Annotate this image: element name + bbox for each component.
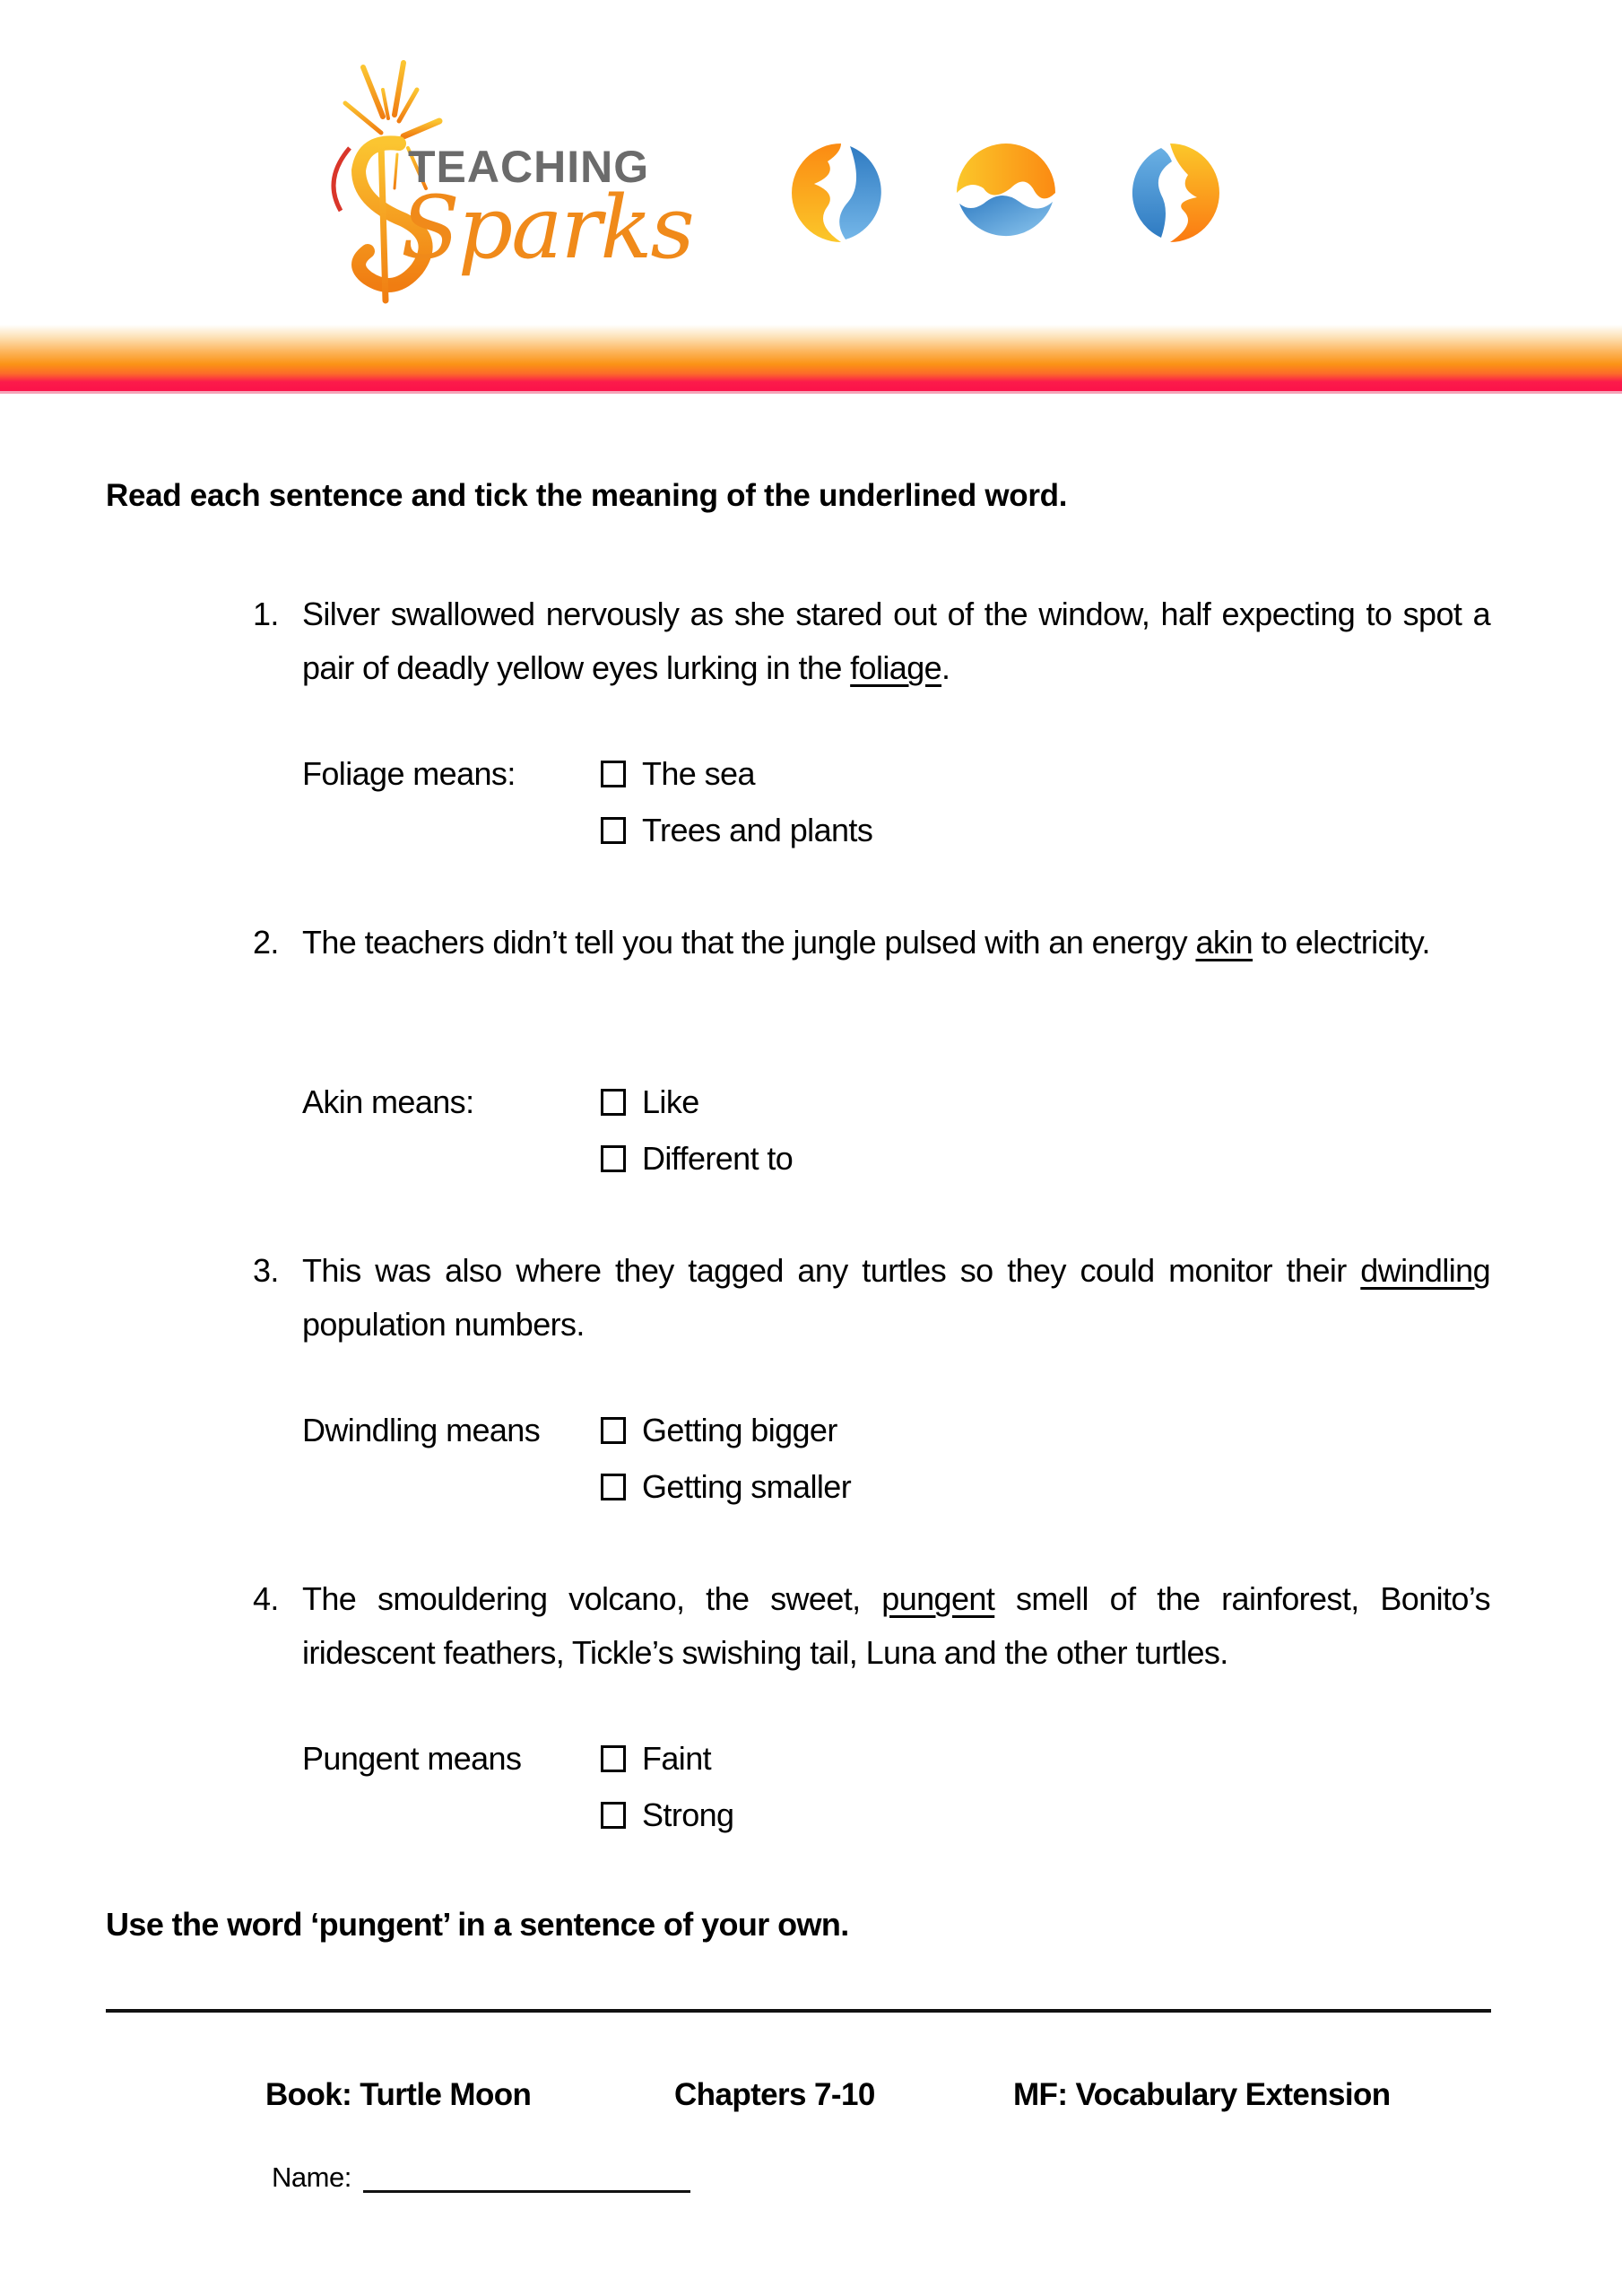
question-text: This was also where they tagged any turtles so they could monitor their dwindling population numbers. <box>302 1252 1490 1343</box>
question-2 <box>253 916 1490 970</box>
footer-module: MF: Vocabulary Extension <box>1013 2077 1391 2112</box>
option-label: Akin means: <box>302 1083 474 1120</box>
header-gradient-band <box>0 325 1622 393</box>
question-text: Silver swallowed nervously as she stared out of the window, half expecting to spot a pair of deadly yellow eyes lurking in the foliage. <box>302 596 1490 686</box>
fire-water-emblem-icon <box>952 139 1060 247</box>
option-row[interactable] <box>601 1412 837 1449</box>
fire-water-emblem-icon <box>1116 139 1224 247</box>
checkbox[interactable] <box>601 1745 626 1772</box>
option-row[interactable] <box>601 1468 851 1506</box>
option-text: Faint <box>642 1740 712 1777</box>
question-number: 3. <box>253 1252 279 1289</box>
checkbox[interactable] <box>601 817 626 844</box>
option-text: Different to <box>642 1140 794 1177</box>
question-1 <box>253 587 1490 695</box>
underlined-word: dwindling <box>1360 1252 1490 1289</box>
option-label: Pungent means <box>302 1740 522 1777</box>
name-input-line[interactable] <box>363 2190 690 2193</box>
option-text: The sea <box>642 755 755 792</box>
checkbox[interactable] <box>601 761 626 787</box>
question-number: 2. <box>253 924 279 961</box>
option-row[interactable] <box>601 1140 793 1178</box>
checkbox[interactable] <box>601 1089 626 1116</box>
checkbox[interactable] <box>601 1474 626 1500</box>
sentence-task-heading: Use the word ‘pungent’ in a sentence of your own. <box>106 1906 849 1943</box>
checkbox[interactable] <box>601 1145 626 1172</box>
question-4 <box>253 1572 1490 1680</box>
underlined-word: akin <box>1195 924 1253 961</box>
checkbox[interactable] <box>601 1802 626 1829</box>
logo-word-teaching: TEACHING <box>408 142 650 192</box>
option-row[interactable] <box>601 1083 699 1121</box>
answer-line[interactable] <box>106 2009 1491 2013</box>
logo-word-sparks: Sparks <box>401 178 693 278</box>
footer-book: Book: Turtle Moon <box>265 2077 532 2112</box>
underlined-word: pungent <box>881 1580 995 1617</box>
footer-chapters: Chapters 7-10 <box>674 2077 875 2112</box>
underlined-word: foliage <box>850 649 942 686</box>
option-row[interactable] <box>601 1740 711 1778</box>
name-label: Name: <box>272 2161 351 2193</box>
question-3 <box>253 1244 1490 1352</box>
instruction-heading: Read each sentence and tick the meaning of the underlined word. <box>106 478 1068 513</box>
teaching-sparks-logo <box>318 54 740 314</box>
checkbox[interactable] <box>601 1417 626 1444</box>
option-label: Dwindling means <box>302 1412 541 1448</box>
fire-water-emblem-icon <box>787 139 895 247</box>
option-text: Getting bigger <box>642 1412 837 1448</box>
option-row[interactable] <box>601 755 755 793</box>
question-number: 4. <box>253 1580 279 1617</box>
header-band-edge <box>0 391 1622 394</box>
option-row[interactable] <box>601 1796 733 1834</box>
option-text: Trees and plants <box>642 812 873 848</box>
question-text: The teachers didn’t tell you that the jungle pulsed with an energy akin to electricity. <box>302 924 1430 961</box>
option-text: Strong <box>642 1796 734 1833</box>
question-number: 1. <box>253 596 279 632</box>
question-text: The smouldering volcano, the sweet, pungent smell of the rainforest, Bonito’s iridescent feathers, Tickle’s swishing tail, Luna and the other turtles. <box>302 1580 1490 1671</box>
option-text: Getting smaller <box>642 1468 852 1505</box>
option-row[interactable] <box>601 812 872 849</box>
option-label: Foliage means: <box>302 755 516 792</box>
option-text: Like <box>642 1083 699 1120</box>
